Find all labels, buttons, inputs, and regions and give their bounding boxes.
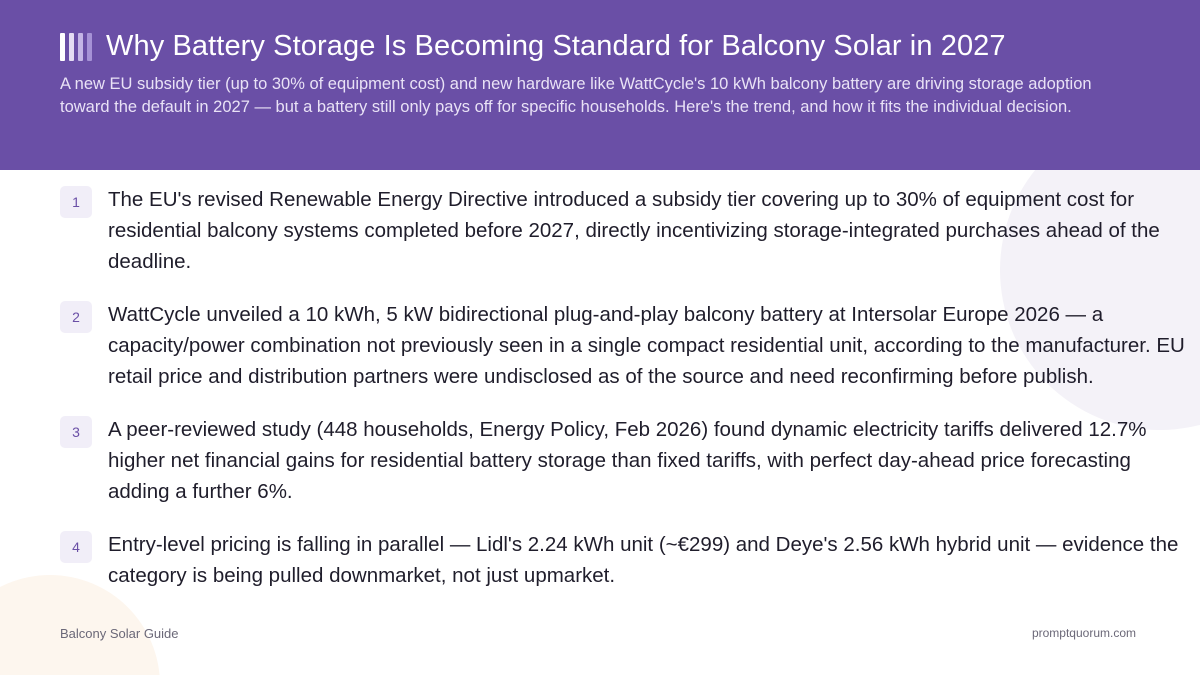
numbered-list — [60, 184, 1190, 613]
item-number-badge: 4 — [60, 531, 92, 563]
item-text: WattCycle unveiled a 10 kWh, 5 kW bidirectional plug-and-play balcony battery at Intersolar Europe 2026 — a capacity/power combination not previously seen in a single compact residential unit, according to the manufacturer. EU retail price and distribution partners were undisclosed as of the source and need reconfirming before publish. — [108, 303, 1185, 388]
list-item — [60, 299, 1190, 392]
item-number-badge: 2 — [60, 301, 92, 333]
item-text: The EU's revised Renewable Energy Directive introduced a subsidy tier covering up to 30% of equipment cost for residential balcony systems completed before 2027, directly incentivizing storage-integrated purchases ahead of the deadline. — [108, 188, 1160, 273]
page-subtitle: A new EU subsidy tier (up to 30% of equipment cost) and new hardware like WattCycle's 10 kWh balcony battery are driving storage adoption toward the default in 2027 — but a battery still only pays off for specific households. Here's the trend, and how it fits the individual decision. — [60, 75, 1092, 116]
header-banner — [0, 0, 1200, 170]
list-item — [60, 529, 1190, 591]
item-number-badge: 1 — [60, 186, 92, 218]
footer-url: promptquorum.com — [1031, 626, 1136, 640]
item-text: A peer-reviewed study (448 households, Energy Policy, Feb 2026) found dynamic electricity tariffs delivered 12.7% higher net financial gains for residential battery storage than fixed tariffs, with perfect day-ahead price forecasting adding a further 6%. — [108, 418, 1147, 503]
page-title: Why Battery Storage Is Becoming Standard for Balcony Solar in 2027 — [106, 30, 1006, 62]
bars-icon — [60, 33, 92, 61]
list-item — [60, 184, 1190, 277]
item-text: Entry-level pricing is falling in parallel — Lidl's 2.24 kWh unit (~€299) and Deye's 2.56 kWh hybrid unit — evidence the category is being pulled downmarket, not just upmarket. — [108, 533, 1179, 587]
footer-brand: Balcony Solar Guide — [60, 626, 179, 641]
item-number-badge: 3 — [60, 416, 92, 448]
title-row — [60, 30, 1140, 63]
list-item — [60, 414, 1190, 507]
